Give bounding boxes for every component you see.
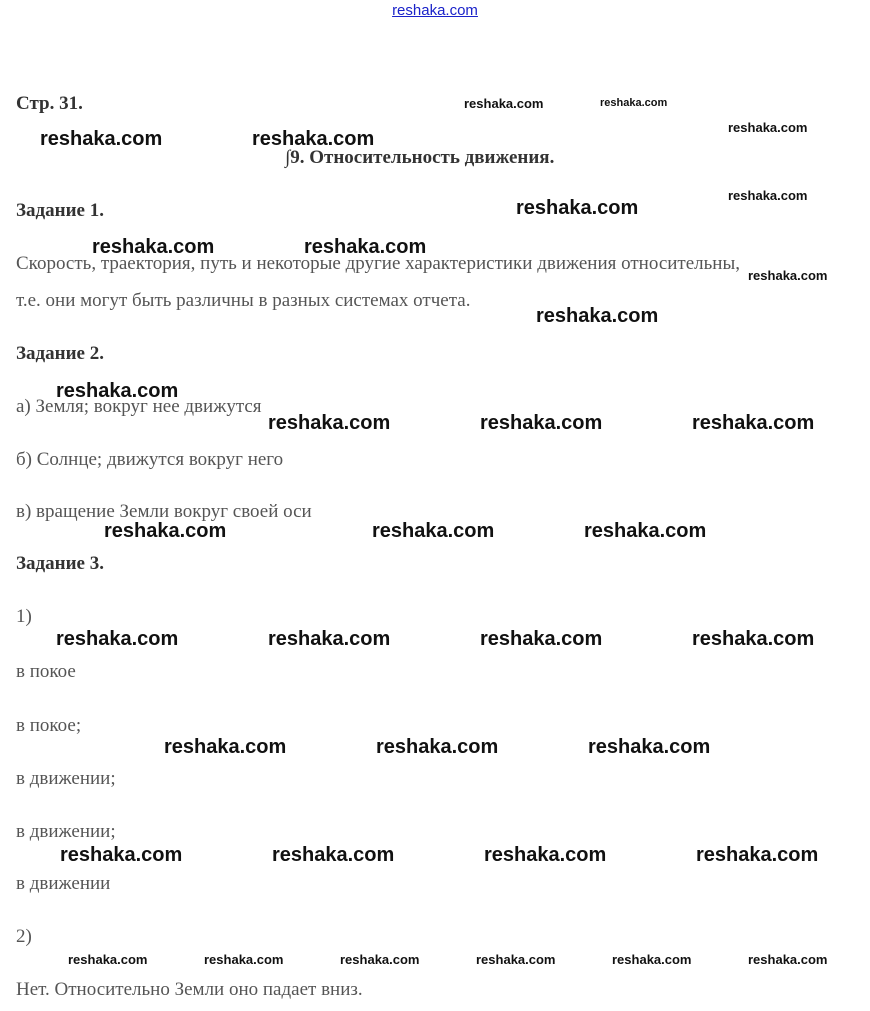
watermark: reshaka.com <box>480 628 603 650</box>
watermark: reshaka.com <box>92 236 215 258</box>
watermark: reshaka.com <box>480 412 603 434</box>
watermark: reshaka.com <box>252 128 375 150</box>
watermark: reshaka.com <box>304 236 427 258</box>
task-3-title: Задание 3. <box>16 553 104 574</box>
task-3-line-5: в движении <box>16 873 111 894</box>
watermark: reshaka.com <box>56 628 179 650</box>
watermark: reshaka.com <box>696 844 819 866</box>
watermark: reshaka.com <box>164 736 287 758</box>
watermark: reshaka.com <box>728 120 808 135</box>
site-link[interactable]: reshaka.com <box>392 2 478 19</box>
watermark: reshaka.com <box>268 628 391 650</box>
watermark: reshaka.com <box>204 952 284 967</box>
watermark: reshaka.com <box>692 412 815 434</box>
task-3-line-3: в движении; <box>16 768 116 789</box>
task-3-item-2-number: 2) <box>16 926 32 947</box>
watermark: reshaka.com <box>588 736 711 758</box>
watermark: reshaka.com <box>40 128 163 150</box>
task-1-line-2: т.е. они могут быть различны в разных системах отчета. <box>16 290 471 311</box>
watermark: reshaka.com <box>104 520 227 542</box>
watermark: reshaka.com <box>748 952 828 967</box>
watermark: reshaka.com <box>536 305 659 327</box>
watermark: reshaka.com <box>60 844 183 866</box>
watermark: reshaka.com <box>376 736 499 758</box>
watermark: reshaka.com <box>464 96 544 111</box>
watermark: reshaka.com <box>516 197 639 219</box>
watermark: reshaka.com <box>748 268 828 283</box>
watermark: reshaka.com <box>68 952 148 967</box>
task-1-line-1: Скорость, траектория, путь и некоторые другие характеристики движения относительны, <box>16 253 740 274</box>
section-title: ∫9. Относительность движения. <box>285 147 555 168</box>
watermark: reshaka.com <box>372 520 495 542</box>
watermark: reshaka.com <box>584 520 707 542</box>
task-2-answer-a: а) Земля; вокруг нее движутся <box>16 396 262 417</box>
watermark: reshaka.com <box>272 844 395 866</box>
watermark: reshaka.com <box>612 952 692 967</box>
watermark: reshaka.com <box>484 844 607 866</box>
watermark: reshaka.com <box>728 188 808 203</box>
task-1-title: Задание 1. <box>16 200 104 221</box>
watermark: reshaka.com <box>600 97 668 109</box>
task-3-line-1: в покое <box>16 661 76 682</box>
watermark: reshaka.com <box>476 952 556 967</box>
task-2-answer-c: в) вращение Земли вокруг своей оси <box>16 501 312 522</box>
task-2-answer-b: б) Солнце; движутся вокруг него <box>16 449 284 470</box>
page-number: Стр. 31. <box>16 93 83 114</box>
task-3-line-4: в движении; <box>16 821 116 842</box>
task-3-answer: Нет. Относительно Земли оно падает вниз. <box>16 979 363 1000</box>
watermark: reshaka.com <box>340 952 420 967</box>
watermark: reshaka.com <box>56 380 179 402</box>
watermark: reshaka.com <box>268 412 391 434</box>
task-3-line-2: в покое; <box>16 715 82 736</box>
watermark: reshaka.com <box>692 628 815 650</box>
task-2-title: Задание 2. <box>16 343 104 364</box>
task-3-item-1-number: 1) <box>16 606 32 627</box>
